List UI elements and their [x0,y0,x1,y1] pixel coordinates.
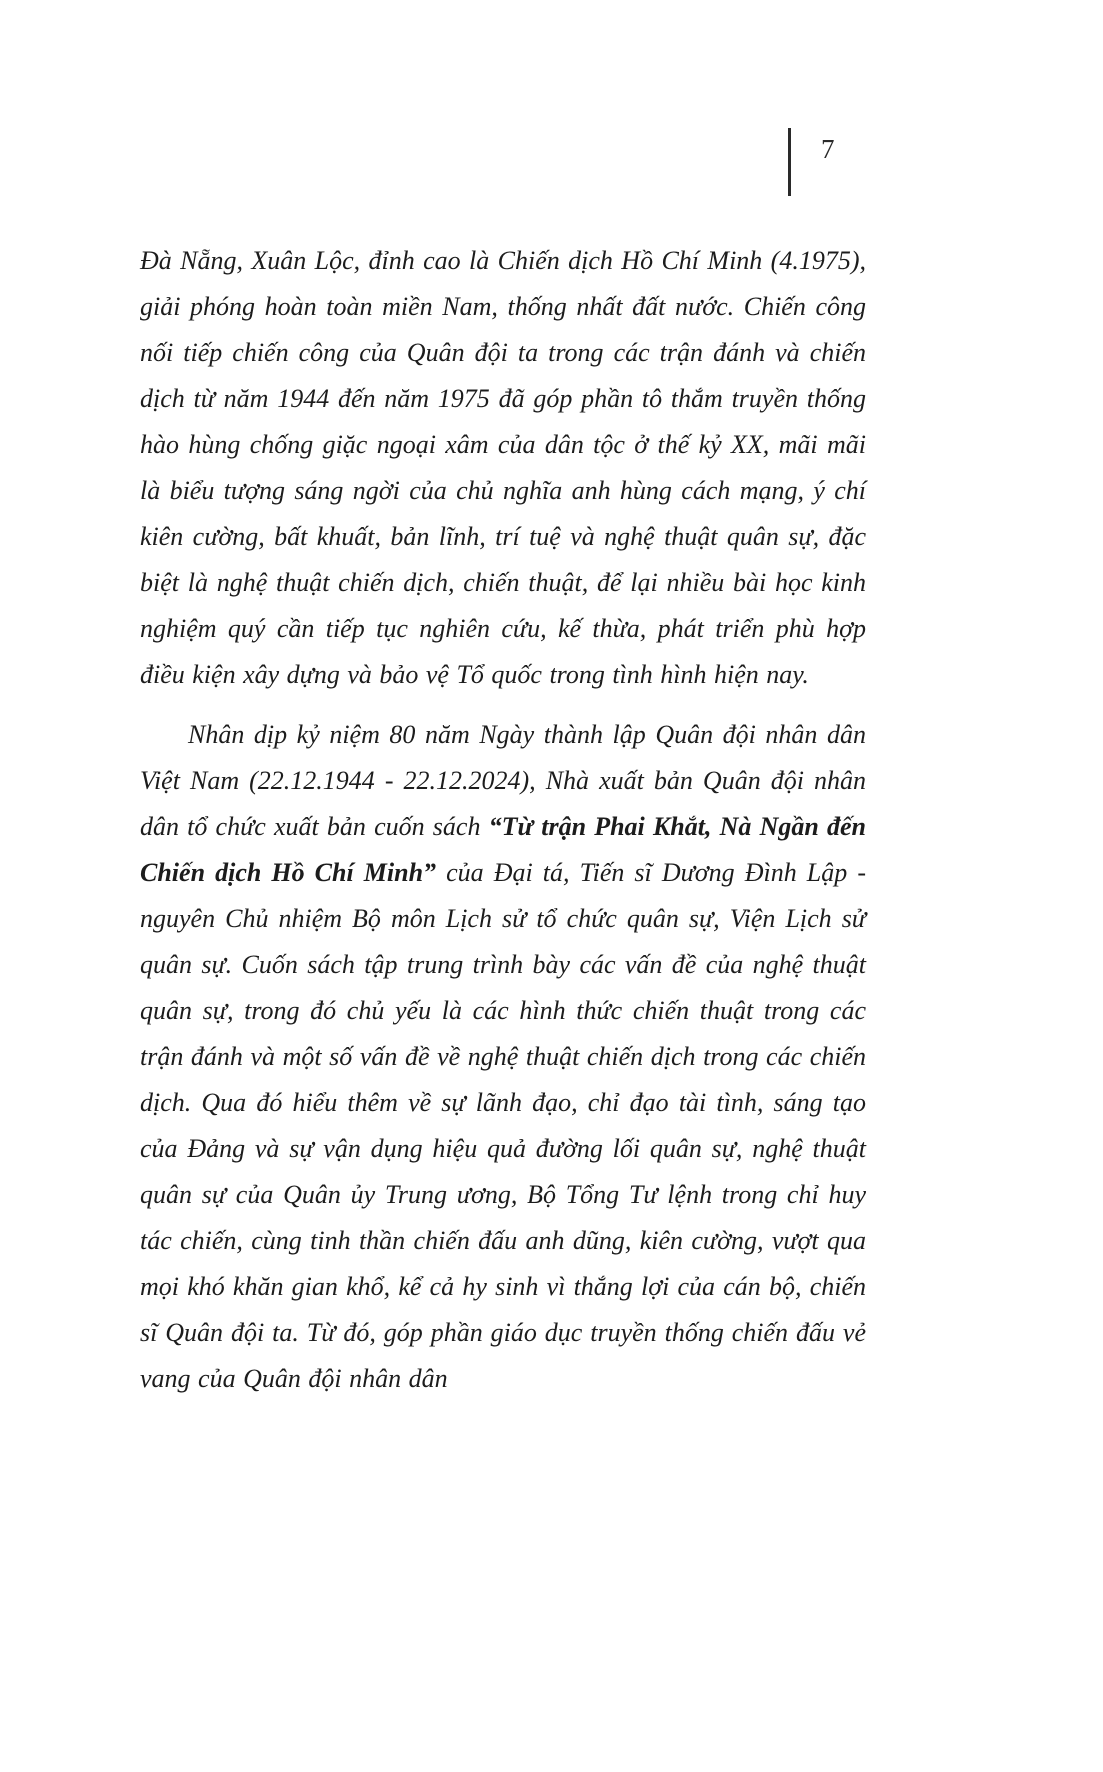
page-header [788,128,835,196]
paragraph [140,712,866,1402]
body-text: của Đại tá, Tiến sĩ Dương Đình Lập - nguyên Chủ nhiệm Bộ môn Lịch sử tổ chức quân sự, Viện Lịch sử quân sự. Cuốn sách tập trung trình bày các vấn đề của nghệ thuật quân sự, trong đó chủ yếu là các hình thức chiến thuật trong các trận đánh và một số vấn đề về nghệ thuật chiến dịch trong các chiến dịch. Qua đó hiểu thêm về sự lãnh đạo, chỉ đạo tài tình, sáng tạo của Đảng và sự vận dụng hiệu quả đường lối quân sự, nghệ thuật quân sự của Quân ủy Trung ương, Bộ Tổng Tư lệnh trong chỉ huy tác chiến, cùng tinh thần chiến đấu anh dũng, kiên cường, vượt qua mọi khó khăn gian khổ, kể cả hy sinh vì thắng lợi của cán bộ, chiến sĩ Quân đội ta. Từ đó, góp phần giáo dục truyền thống chiến đấu vẻ vang của Quân đội nhân dân [140,858,866,1393]
page-body [140,238,866,1416]
body-text: Nhân dịp kỷ niệm 80 năm Ngày thành lập Quân đội nhân dân Việt Nam (22.12.1944 - 22.12.2024), Nhà xuất bản Quân đội nhân dân tổ chức xuất bản cuốn sách [140,720,866,841]
page-number: 7 [821,134,835,164]
page-number-divider [788,128,791,196]
book-title-text: “Từ trận Phai Khắt, Nà Ngần đến Chiến dịch Hồ Chí Minh” [140,812,866,887]
paragraph [140,238,866,698]
body-text: Đà Nẵng, Xuân Lộc, đỉnh cao là Chiến dịch Hồ Chí Minh (4.1975), giải phóng hoàn toàn miền Nam, thống nhất đất nước. Chiến công nối tiếp chiến công của Quân đội ta trong các trận đánh và chiến dịch từ năm 1944 đến năm 1975 đã góp phần tô thắm truyền thống hào hùng chống giặc ngoại xâm của dân tộc ở thế kỷ XX, mãi mãi là biểu tượng sáng ngời của chủ nghĩa anh hùng cách mạng, ý chí kiên cường, bất khuất, bản lĩnh, trí tuệ và nghệ thuật quân sự, đặc biệt là nghệ thuật chiến dịch, chiến thuật, để lại nhiều bài học kinh nghiệm quý cần tiếp tục nghiên cứu, kế thừa, phát triển phù hợp điều kiện xây dựng và bảo vệ Tổ quốc trong tình hình hiện nay. [140,246,866,689]
